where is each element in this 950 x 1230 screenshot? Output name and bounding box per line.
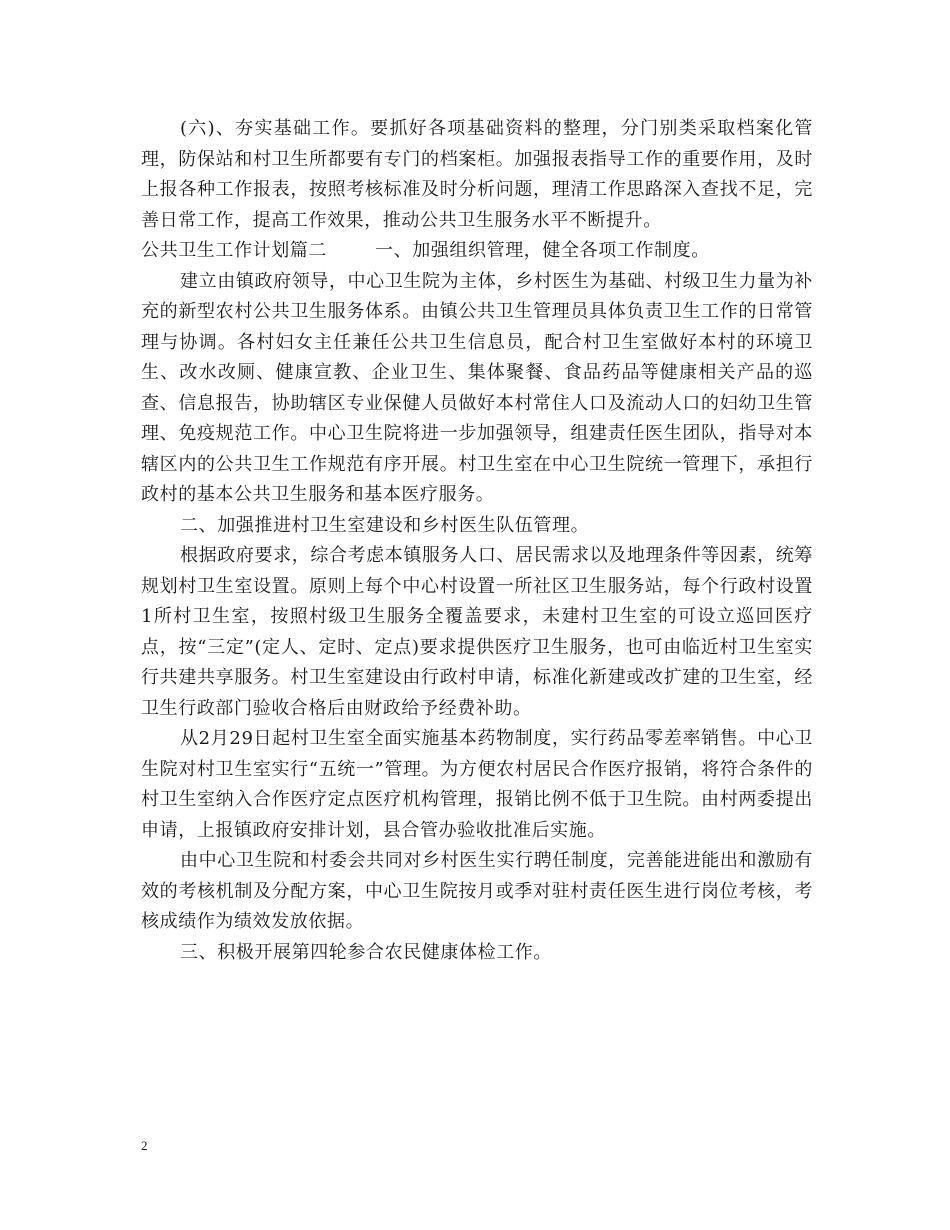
paragraph-service-system: 建立由镇政府领导，中心卫生院为主体，乡村医生为基础、村级卫生力量为补充的新型农村公共卫生服务体系。由镇公共卫生管理员具体负责卫生工作的日常管理与协调。各村妇女主任兼任公共卫生信息员，配合村卫生室做好本村的环境卫生、改水改厕、健康宣教、企业卫生、集体聚餐、食品药品等健康相关产品的巡查、信息报告，协助辖区专业保健人员做好本村常住人口及流动人口的妇幼卫生管理、免疫规范工作。中心卫生院将进一步加强领导，组建责任医生团队，指导对本辖区内的公共卫生工作规范有序开展。村卫生室在中心卫生院统一管理下，承担行政村的基本公共卫生服务和基本医疗服务。 bbox=[141, 270, 813, 505]
paragraph-clinic-planning: 根据政府要求，综合考虑本镇服务人口、居民需求以及地理条件等因素，统筹规划村卫生室设置。原则上每个中心村设置一所社区卫生服务站，每个行政村设置1所村卫生室，按照村级卫生服务全覆盖要求，未建村卫生室的可设立巡回医疗点，按“三定”(定人、定时、定点)要求提供医疗卫生服务，也可由临近村卫生室实行共建共享服务。村卫生室建设由行政村申请，标准化新建或改扩建的卫生室，经卫生行政部门验收合格后由财政给予经费补助。 bbox=[141, 545, 813, 719]
page-number: 2 bbox=[141, 1138, 148, 1153]
paragraph-drug-system: 从2月29日起村卫生室全面实施基本药物制度，实行药品零差率销售。中心卫生院对村卫生室实行“五统一”管理。为方便农村居民合作医疗报销，将符合条件的村卫生室纳入合作医疗定点医疗机构管理，报销比例不低于卫生院。由村两委提出申请，上报镇政府安排计划，县合管办验收批准后实施。 bbox=[141, 728, 813, 841]
document-body bbox=[141, 114, 813, 968]
section-title: 公共卫生工作计划篇二 bbox=[141, 240, 327, 261]
paragraph-item-two-heading: 二、加强推进村卫生室建设和乡村医生队伍管理。 bbox=[180, 514, 590, 536]
paragraph-doctor-appointment: 由中心卫生院和村委会共同对乡村医生实行聘任制度，完善能进能出和激励有效的考核机制及分配方案，中心卫生院按月或季对驻村责任医生进行岗位考核，考核成绩作为绩效发放依据。 bbox=[141, 850, 813, 932]
section-first-item: 一、加强组织管理，健全各项工作制度。 bbox=[375, 240, 710, 261]
section-heading-line bbox=[141, 236, 813, 267]
paragraph-item-three-heading: 三、积极开展第四轮参合农民健康体检工作。 bbox=[180, 941, 552, 963]
paragraph-basic-work: (六)、夯实基础工作。要抓好各项基础资料的整理，分门别类采取档案化管理，防保站和村卫生所都要有专门的档案柜。加强报表指导工作的重要作用，及时上报各种工作报表，按照考核标准及时分析问题，理清工作思路深入查找不足，完善日常工作，提高工作效果，推动公共卫生服务水平不断提升。 bbox=[141, 118, 813, 231]
